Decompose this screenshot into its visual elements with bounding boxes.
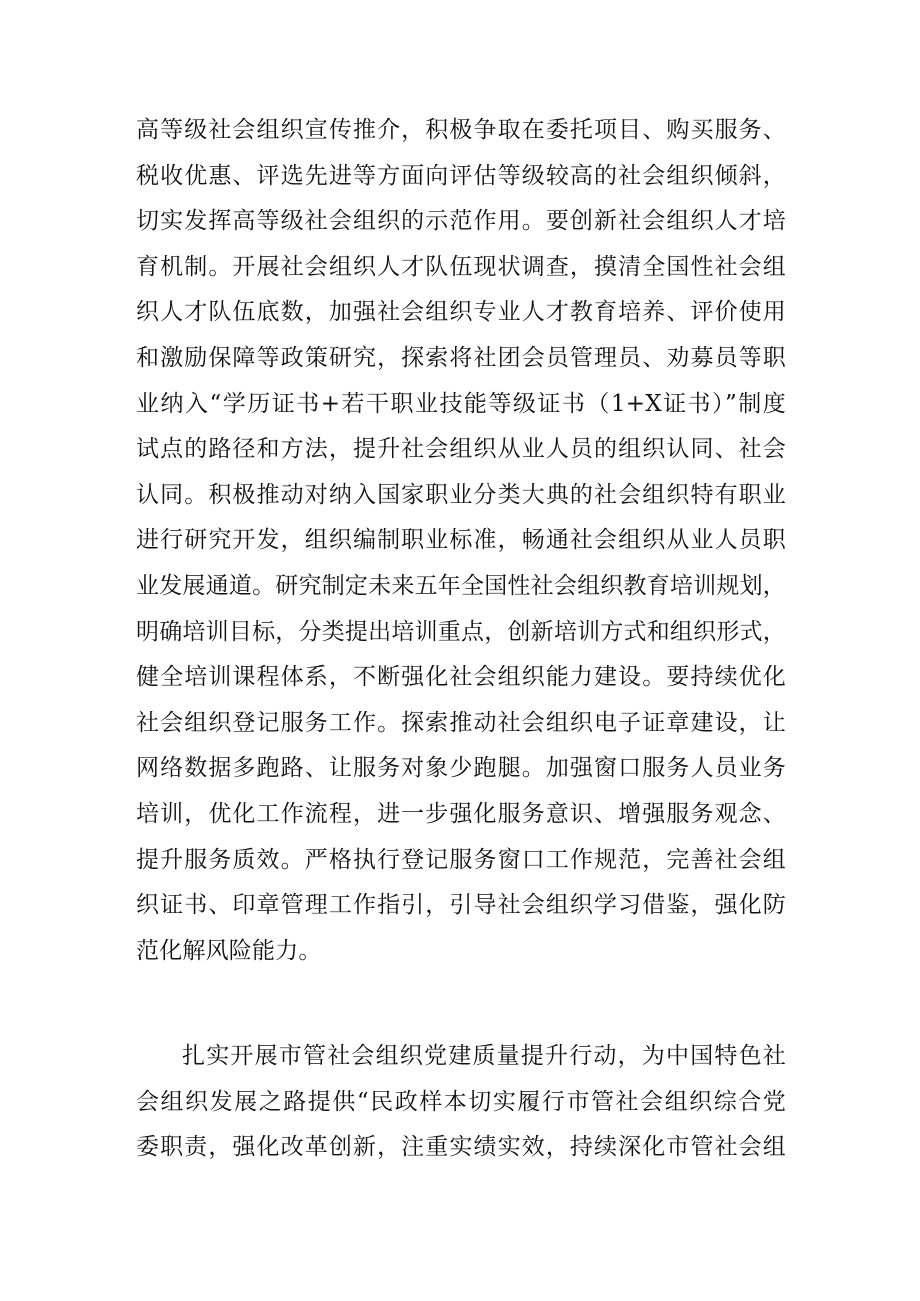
- text-line: 健全培训课程体系，不断强化社会组织能力建设。要持续优化: [136, 664, 786, 691]
- text-line: 会组织发展之路提供“民政样本切实履行市管社会组织综合党: [136, 1088, 786, 1115]
- text-line: 认同。积极推动对纳入国家职业分类大典的社会组织特有职业: [136, 481, 786, 508]
- text-line: 进行研究开发，组织编制职业标准，畅通社会组织从业人员职: [136, 527, 786, 554]
- text-line: 提升服务质效。严格执行登记服务窗口工作规范，完善社会组: [136, 846, 786, 873]
- text-line: 切实发挥高等级社会组织的示范作用。要创新社会组织人才培: [136, 208, 786, 235]
- text-line: 扎实开展市管社会组织党建质量提升行动，为中国特色社: [182, 1043, 786, 1069]
- text-line: 范化解风险能力。: [136, 937, 322, 964]
- text-line: 织证书、印章管理工作指引，引导社会组织学习借鉴，强化防: [136, 892, 786, 919]
- paragraph-2: [136, 1034, 786, 1171]
- text-line: 委职责，强化改革创新，注重实绩实效，持续深化市管社会组: [136, 1134, 786, 1161]
- text-line: 社会组织登记服务工作。探索推动社会组织电子证章建设，让: [136, 709, 786, 736]
- paragraph-1: [136, 108, 786, 974]
- text-line: 高等级社会组织宣传推介，积极争取在委托项目、购买服务、: [136, 117, 786, 143]
- text-line: 业发展通道。研究制定未来五年全国性社会组织教育培训规划，: [136, 572, 786, 599]
- text-line: 织人才队伍底数，加强社会组织专业人才教育培养、评价使用: [136, 299, 786, 326]
- text-line: 明确培训目标，分类提出培训重点，创新培训方式和组织形式，: [136, 618, 786, 645]
- text-line: 育机制。开展社会组织人才队伍现状调查，摸清全国性社会组: [136, 253, 786, 280]
- text-line: 网络数据多跑路、让服务对象少跑腿。加强窗口服务人员业务: [136, 755, 786, 782]
- text-line: 和激励保障等政策研究，探索将社团会员管理员、劝募员等职: [136, 344, 786, 371]
- text-line: 税收优惠、评选先进等方面向评估等级较高的社会组织倾斜，: [136, 162, 786, 189]
- text-line: 试点的路径和方法，提升社会组织从业人员的组织认同、社会: [136, 436, 786, 463]
- text-line: 培训，优化工作流程，进一步强化服务意识、增强服务观念、: [136, 800, 786, 827]
- text-line: 业纳入“学历证书+若干职业技能等级证书（1+X证书）”制度: [136, 390, 786, 417]
